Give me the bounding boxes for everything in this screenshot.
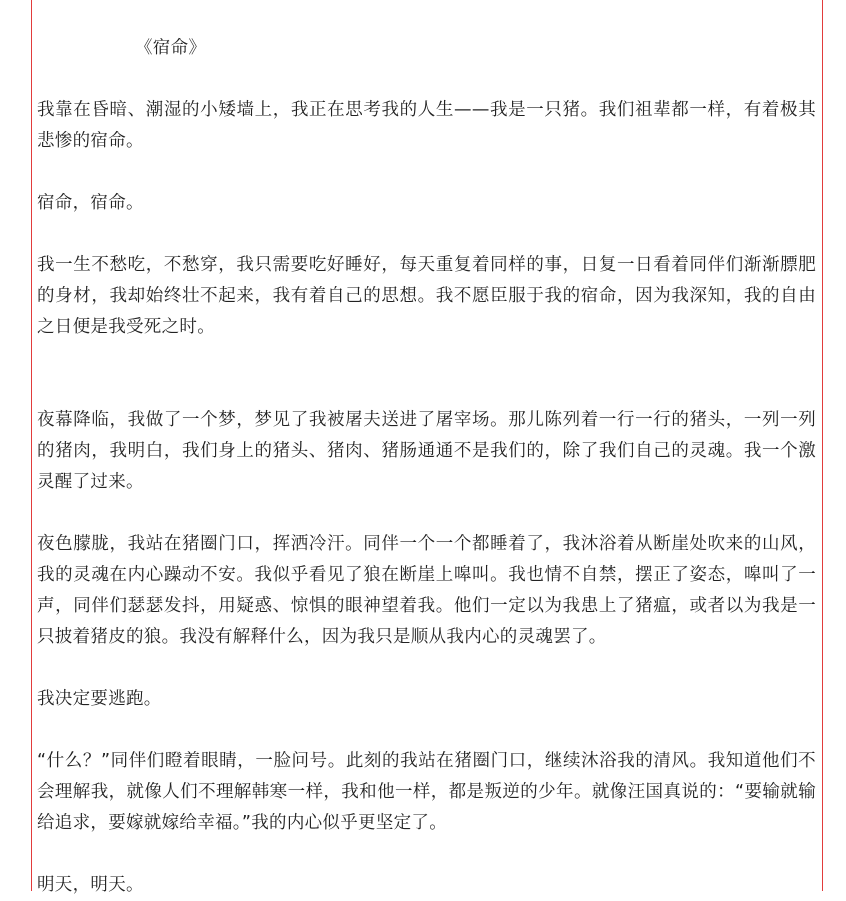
paragraph-3: 我一生不愁吃，不愁穿，我只需要吃好睡好，每天重复着同样的事，日复一日看着同伴们渐渐膘肥的身材，我却始终壮不起来，我有着自己的思想。我不愿臣服于我的宿命，因为我深知，我的自由之日便是我受死之时。: [37, 255, 816, 337]
paragraph-6: 我决定要逃跑。: [37, 689, 162, 709]
document-page: [31, 0, 823, 895]
paragraph-8: 明天，明天。: [37, 875, 144, 895]
paragraph-7: “什么？”同伴们瞪着眼睛，一脸问号。此刻的我站在猪圈门口，继续沐浴我的清风。我知道他们不会理解我，就像人们不理解韩寒一样，我和他一样，都是叛逆的少年。就像汪国真说的：“要输就输给追求，要嫁就嫁给幸福。”我的内心似乎更坚定了。: [37, 751, 816, 833]
document-title: 《宿命》: [135, 38, 207, 58]
paragraph-4: 夜幕降临，我做了一个梦，梦见了我被屠夫送进了屠宰场。那儿陈列着一行一行的猪头，一列一列的猪肉，我明白，我们身上的猪头、猪肉、猪肠通通不是我们的，除了我们自己的灵魂。我一个激灵醒了过来。: [37, 410, 816, 492]
document-content: [37, 0, 816, 901]
paragraph-1: 我靠在昏暗、潮湿的小矮墙上，我正在思考我的人生——我是一只猪。我们祖辈都一样，有着极其悲惨的宿命。: [37, 100, 816, 151]
paragraph-5: 夜色朦胧，我站在猪圈门口，挥洒冷汗。同伴一个一个都睡着了，我沐浴着从断崖处吹来的山风，我的灵魂在内心躁动不安。我似乎看见了狼在断崖上嗥叫。我也情不自禁，摆正了姿态，嗥叫了一声，同伴们瑟瑟发抖，用疑惑、惊惧的眼神望着我。他们一定以为我患上了猪瘟，或者以为我是一只披着猪皮的狼。我没有解释什么，因为我只是顺从我内心的灵魂罢了。: [37, 534, 816, 647]
paragraph-2: 宿命，宿命。: [37, 193, 144, 213]
